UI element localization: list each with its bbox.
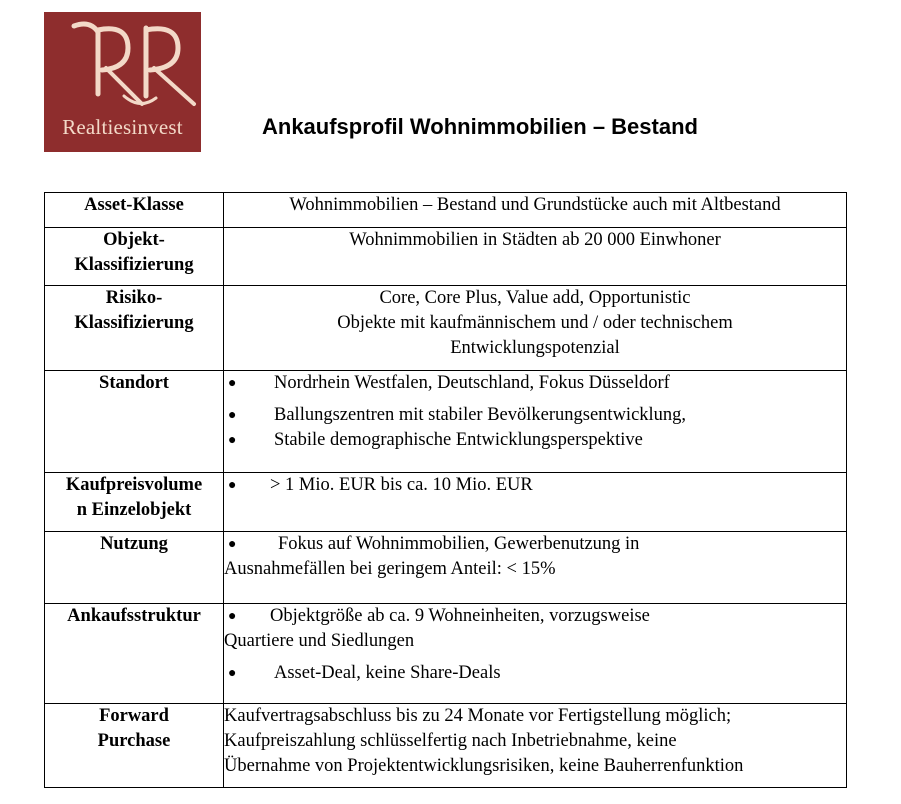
- acquisition-profile-table: [44, 192, 847, 788]
- page-title: Ankaufsprofil Wohnimmobilien – Bestand: [262, 114, 698, 139]
- row-value: ● Fokus auf Wohnimmobilien, Gewerbenutzung in Ausnahmefällen bei geringem Anteil: < 15%: [224, 532, 847, 604]
- list-item: ● Fokus auf Wohnimmobilien, Gewerbenutzung in: [224, 532, 846, 557]
- table-row-risiko-klassifizierung: [45, 286, 847, 371]
- table-row-forward-purchase: [45, 704, 847, 788]
- table-row-nutzung: [45, 532, 847, 604]
- table-row-objekt-klassifizierung: [45, 228, 847, 286]
- row-label: Nutzung: [45, 532, 224, 604]
- row-value: [224, 473, 847, 532]
- list-item: ● Nordrhein Westfalen, Deutschland, Fokus Düsseldorf: [224, 371, 846, 396]
- list-item: ● Stabile demographische Entwicklungsperspektive: [224, 428, 846, 453]
- row-label: Asset-Klasse: [45, 193, 224, 228]
- bullet-dot-icon: ●: [228, 537, 237, 552]
- bullet-dot-icon: ●: [228, 376, 237, 391]
- bullet-dot-icon: ●: [228, 433, 237, 448]
- table-row-ankaufsstruktur: [45, 604, 847, 704]
- row-value: ● Objektgröße ab ca. 9 Wohneinheiten, vorzugsweise Quartiere und Siedlungen ● Asset-Deal, keine Share-Deals: [224, 604, 847, 704]
- table-row-asset-klasse: [45, 193, 847, 228]
- list-item: ● > 1 Mio. EUR bis ca. 10 Mio. EUR: [224, 473, 846, 498]
- bullet-dot-icon: ●: [228, 609, 237, 624]
- table-row-kaufpreisvolumen: [45, 473, 847, 532]
- list-item: ● Asset-Deal, keine Share-Deals: [224, 661, 846, 686]
- row-label: Risiko- Klassifizierung: [45, 286, 224, 371]
- bullet-dot-icon: ●: [228, 408, 237, 423]
- row-label: Ankaufsstruktur: [45, 604, 224, 704]
- row-label: Forward Purchase: [45, 704, 224, 788]
- row-value: Wohnimmobilien in Städten ab 20 000 Einwhoner: [224, 228, 847, 286]
- row-label: Kaufpreisvolume n Einzelobjekt: [45, 473, 224, 532]
- company-logo: [44, 12, 201, 152]
- row-value: [224, 371, 847, 473]
- bullet-dot-icon: ●: [228, 666, 237, 681]
- row-label: Objekt- Klassifizierung: [45, 228, 224, 286]
- row-value: Wohnimmobilien – Bestand und Grundstücke auch mit Altbestand: [224, 193, 847, 228]
- row-label: Standort: [45, 371, 224, 473]
- logo-wordmark: Realtiesinvest: [62, 115, 183, 139]
- table-row-standort: [45, 371, 847, 473]
- row-value: Kaufvertragsabschluss bis zu 24 Monate vor Fertigstellung möglich; Kaufpreiszahlung schlüsselfertig nach Inbetriebnahme, keine Übernahme von Projektentwicklungsrisiken, keine Bauherrenfunktion: [224, 704, 847, 788]
- list-item: ● Ballungszentren mit stabiler Bevölkerungsentwicklung,: [224, 403, 846, 428]
- bullet-dot-icon: ●: [228, 478, 237, 493]
- list-item: ● Objektgröße ab ca. 9 Wohneinheiten, vorzugsweise: [224, 604, 846, 629]
- row-value: Core, Core Plus, Value add, Opportunistic Objekte mit kaufmännischem und / oder technischem Entwicklungspotenzial: [224, 286, 847, 371]
